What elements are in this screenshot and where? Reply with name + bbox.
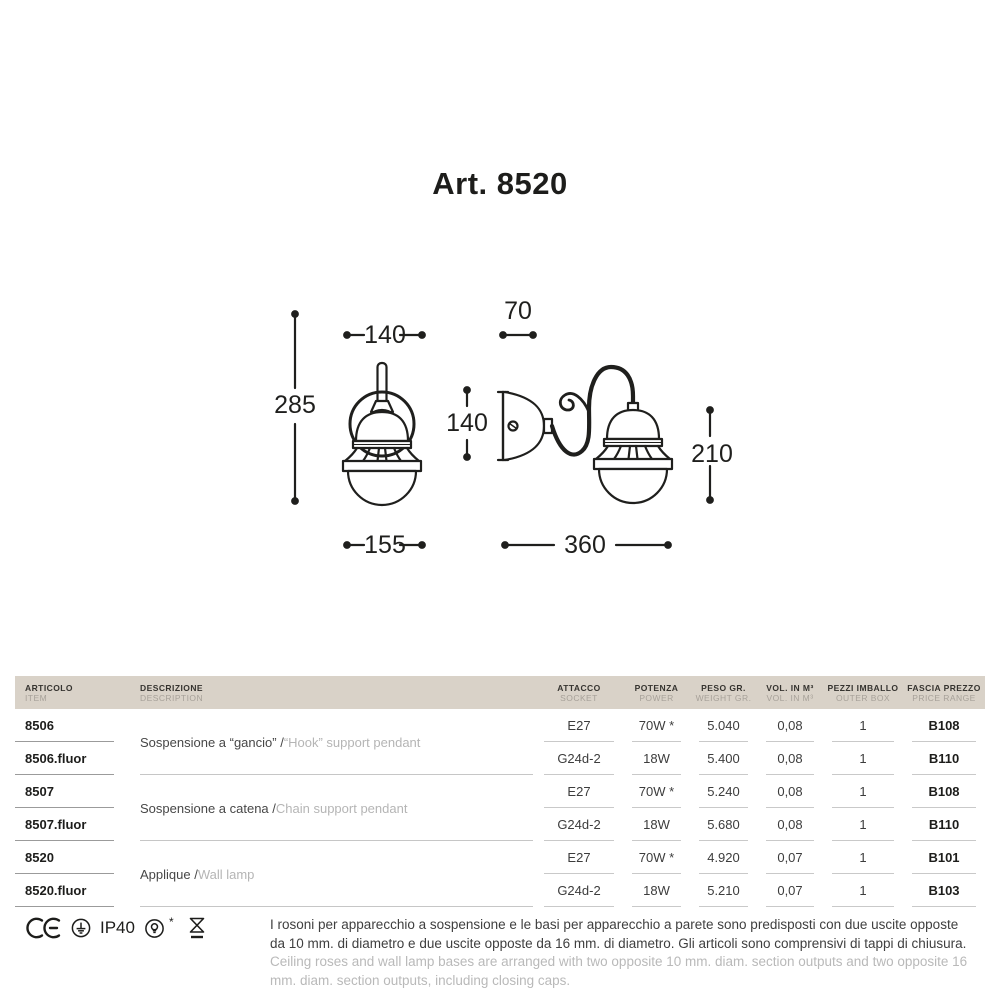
col-header-price-range: FASCIA PREZZO PRICE RANGE: [907, 683, 981, 703]
table-cell-item: 8506: [15, 709, 128, 742]
table-cell-price: B108: [903, 775, 985, 808]
self-shielded-lamp-icon: [144, 917, 165, 939]
table-cell-price: B101: [903, 841, 985, 874]
hourglass-symbol-icon: [188, 917, 206, 940]
table-cell-pieces: 1: [823, 841, 903, 874]
certification-icons: [24, 915, 206, 941]
dim-plate-height-label: 140: [446, 409, 488, 437]
table-cell-socket: E27: [535, 709, 623, 742]
footer-note-english: Ceiling roses and wall lamp bases are arranged with two opposite 10 mm. diam. section outputs and two opposite 16 mm. diam. section outputs, including closing caps.: [270, 954, 968, 988]
table-cell-socket: G24d-2: [535, 874, 623, 907]
table-cell-price: B103: [903, 874, 985, 907]
col-header-weight: PESO GR. WEIGHT GR.: [695, 683, 752, 703]
table-cell-description: [128, 709, 535, 775]
description-italian: Sospensione a “gancio” /: [140, 734, 284, 750]
table-cell-weight: 5.400: [690, 742, 757, 775]
table-cell-weight: 5.680: [690, 808, 757, 841]
table-cell-item: 8507: [15, 775, 128, 808]
table-cell-power: 18W: [623, 874, 690, 907]
spec-table: [15, 676, 985, 907]
col-header-item: ARTICOLO ITEM: [25, 683, 73, 703]
description-italian: Applique /: [140, 866, 198, 882]
technical-drawing: [270, 300, 740, 570]
table-cell-volume: 0,07: [757, 874, 823, 907]
pendant-front-view: [343, 363, 421, 505]
table-cell-pieces: 1: [823, 874, 903, 907]
table-cell-pieces: 1: [823, 808, 903, 841]
table-cell-power: 70W *: [623, 775, 690, 808]
description-italian: Sospensione a catena /: [140, 800, 276, 816]
table-cell-weight: 5.210: [690, 874, 757, 907]
table-cell-power: 18W: [623, 742, 690, 775]
footer-note: [270, 916, 970, 990]
table-cell-power: 70W *: [623, 841, 690, 874]
table-cell-pieces: 1: [823, 775, 903, 808]
table-cell-socket: G24d-2: [535, 808, 623, 841]
table-cell-item: 8520.fluor: [15, 874, 128, 907]
wall-lamp-side-view: [498, 367, 672, 503]
table-group-8506: [15, 709, 985, 775]
dim-front-width-label: 140: [364, 321, 406, 349]
spec-table-header: [15, 676, 985, 709]
table-cell-volume: 0,08: [757, 808, 823, 841]
table-cell-socket: G24d-2: [535, 742, 623, 775]
table-cell-pieces: 1: [823, 709, 903, 742]
dim-depth-label: 360: [564, 531, 606, 559]
col-header-description: DESCRIZIONE DESCRIPTION: [140, 683, 204, 703]
footer-note-italian: I rosoni per apparecchio a sospensione e le basi per apparecchio a parete sono predisposti con due uscite opposte da 10 mm. di diametro e due uscite opposte da 16 mm. di diametro. Gli articoli sono comprensivi di tappi di chiusura.: [270, 917, 967, 951]
table-cell-volume: 0,08: [757, 775, 823, 808]
table-cell-item: 8507.fluor: [15, 808, 128, 841]
table-cell-price: B110: [903, 742, 985, 775]
table-cell-price: B110: [903, 808, 985, 841]
description-english: Wall lamp: [197, 866, 255, 882]
table-cell-description: [128, 841, 535, 907]
description-english: Chain support pendant: [275, 800, 408, 816]
description-english: “Hook” support pendant: [283, 734, 421, 750]
table-cell-description: [128, 775, 535, 841]
asterisk-note: *: [168, 915, 174, 929]
ce-mark-icon: [24, 917, 62, 939]
table-group-8520: [15, 841, 985, 907]
page-title: Art. 8520: [432, 166, 568, 201]
protective-earth-icon: [71, 918, 91, 938]
table-cell-volume: 0,08: [757, 709, 823, 742]
dim-lamp-height-label: 210: [691, 440, 733, 468]
table-group-8507: [15, 775, 985, 841]
ip-rating-label: IP40: [100, 918, 135, 937]
col-header-volume: VOL. IN M³ VOL. IN M³: [766, 683, 814, 703]
table-cell-item: 8506.fluor: [15, 742, 128, 775]
table-cell-power: 70W *: [623, 709, 690, 742]
table-cell-power: 18W: [623, 808, 690, 841]
table-cell-volume: 0,08: [757, 742, 823, 775]
dim-front-height-label: 285: [274, 391, 316, 419]
dim-front-diameter-label: 155: [364, 531, 406, 559]
col-header-outer-box: PEZZI IMBALLO OUTER BOX: [827, 683, 899, 703]
table-cell-item: 8520: [15, 841, 128, 874]
table-cell-socket: E27: [535, 841, 623, 874]
table-cell-socket: E27: [535, 775, 623, 808]
dim-plate-width-label: 70: [504, 297, 532, 325]
table-cell-volume: 0,07: [757, 841, 823, 874]
table-cell-weight: 4.920: [690, 841, 757, 874]
table-cell-price: B108: [903, 709, 985, 742]
table-cell-weight: 5.240: [690, 775, 757, 808]
col-header-power: POTENZA POWER: [634, 683, 679, 703]
table-cell-weight: 5.040: [690, 709, 757, 742]
table-cell-pieces: 1: [823, 742, 903, 775]
col-header-socket: ATTACCO SOCKET: [557, 683, 601, 703]
